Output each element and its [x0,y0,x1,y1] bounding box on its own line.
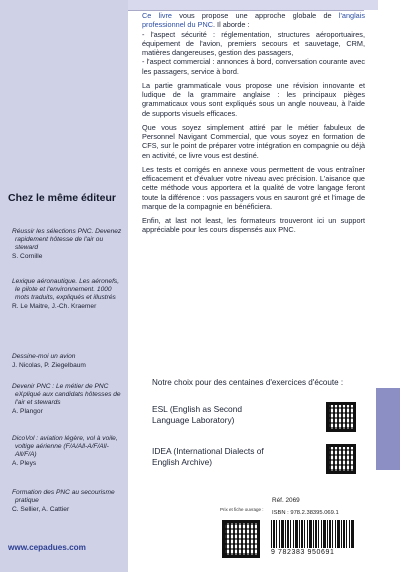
intro-end: . Il aborde : [212,20,250,30]
book-item [12,278,122,311]
price-qr-code[interactable] [222,520,260,558]
book-item [12,353,122,370]
book-title: Formation des PNC au secourisme pratique [12,489,115,504]
publisher-website-link[interactable]: www.cepadues.com [8,543,86,552]
trainers-paragraph: Enfin, at last not least, les formateurs trouveront ici un support appréciable pour les cours dispensés aux PNC. [142,216,365,235]
book-authors: A. Plangor [12,408,43,415]
esl-qr-code[interactable] [326,402,356,432]
intro-paragraph [142,11,365,76]
top-band [128,0,378,10]
audience-paragraph: Que vous soyez simplement attiré par le métier fabuleux de Personnel Navigant Commercial, que vous soyez en formation de CFS, sur le point de préparer votre intégration en compagnie ou déjà en activité, ce livre vous est destiné. [142,122,365,160]
book-authors: J. Nicolas, P. Ziegelbaum [12,362,86,369]
intro-text: vous propose une approche globale de [171,11,339,20]
book-title: DicoVol : aviation légère, vol à voile, voltige aérienne (F/A/All-A/F/All-All/F/A) [12,435,118,458]
grammar-paragraph: La partie grammaticale vous propose une révision innovante et ludique de la grammaire anglaise : les principaux pièges grammaticaux vous sont expliqués sous un angle nouveau, à l'aide de supports visuels efficaces. [142,80,365,118]
book-authors: R. Le Maitre, J.-Ch. Kraemer [12,303,97,310]
book-description [142,11,365,240]
barcode-number: 9 782383 950691 [271,549,335,556]
intro-highlight: Ce livre [142,11,172,20]
book-authors: S. Cornille [12,253,43,260]
reference-number: Réf. 2069 [272,497,300,504]
book-item [12,489,122,514]
book-authors: A. Pleys [12,460,37,467]
esl-label: ESL (English as Second Language Laboratory) [152,404,243,425]
book-title: Dessine-moi un avion [12,353,76,360]
price-qr-caption: Prix et fiche ouvrage : [220,507,264,512]
book-title: Devenir PNC : Le métier de PNC eXpliqué aux candidats hôtesses de l'air et stewards [12,383,121,406]
intro-highlight-subject: l'anglais professionnel du PNC [142,11,366,30]
book-title: Lexique aéronautique. Les aéronefs, le pilote et l'environnement. 1000 mots traduits, expliqués et illustrés [12,278,120,301]
book-authors: C. Sellier, A. Cattier [12,506,70,513]
tests-paragraph: Les tests et corrigés en annexe vous permettent de vous entraîner efficacement et d'évaluer votre niveau avec précision. L'aisance que cette méthode vous apportera et la qualité de votre langage feront toute la différence : vos passagers vous en sauront gré et l'image de marque de la compagnie en bénéficiera. [142,164,365,211]
sidebar-title: Chez le même éditeur [8,192,116,204]
book-item [12,435,122,468]
listening-resources-title: Notre choix pour des centaines d'exercices d'écoute : [152,378,344,387]
idea-label: IDEA (International Dialects of English Archive) [152,446,264,467]
edge-color-tab [376,388,400,470]
isbn: ISBN : 978.2.38395.069.1 [272,510,339,516]
topic-commercial: - l'aspect commercial : annonces à bord, conversation courante avec les passagers, service à bord. [142,57,365,76]
book-item [12,383,122,416]
idea-qr-code[interactable] [326,444,356,474]
book-item [12,228,122,261]
edge-strip [378,0,400,572]
isbn-barcode [271,520,355,548]
book-title: Réussir les sélections PNC. Devenez rapidement hôtesse de l'air ou steward [12,228,122,251]
topic-safety: - l'aspect sécurité : réglementation, structures aéroportuaires, équipement de l'avion, premiers secours et sauvetage, CRM, matières dangereuses, gestion des passagers, [142,29,365,57]
